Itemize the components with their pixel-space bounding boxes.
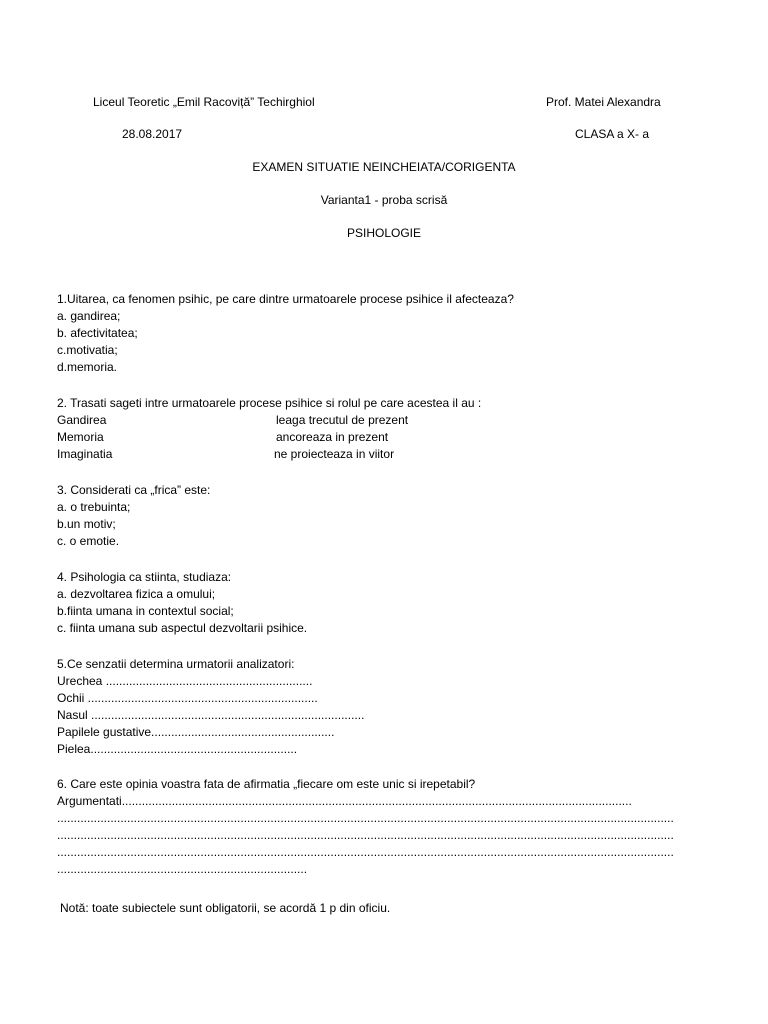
class-label: CLASA a X- a [575, 127, 650, 141]
answer-line: ......................................................................................................................................................................................... [57, 845, 674, 859]
question-3 [57, 482, 707, 550]
question-3-option-a: a. o trebuinta; [57, 500, 131, 514]
question-6-text: 6. Care este opinia voastra fata de afirmatia „fiecare om este unic si irepetabil? [57, 777, 476, 791]
exam-title: EXAMEN SITUATIE NEINCHEIATA/CORIGENTA [252, 160, 516, 174]
question-1-option-a: a. gandirea; [57, 309, 121, 323]
analyzer-nose-line: Nasul .................................................................................. [57, 708, 365, 722]
answer-line: Argumentati......................................................................................................................................................... [57, 794, 632, 808]
question-4-option-b: b.fiinta umana in contextul social; [57, 604, 234, 618]
question-2 [57, 395, 707, 463]
role-label: ancoreaza in prezent [276, 430, 389, 444]
question-3-option-b: b.un motiv; [57, 517, 116, 531]
question-1 [57, 291, 707, 376]
question-4-option-a: a. dezvoltarea fizica a omului; [57, 587, 216, 601]
question-2-row [57, 429, 707, 446]
question-1-option-b: b. afectivitatea; [57, 326, 138, 340]
analyzer-ear-line: Urechea .............................................................. [57, 674, 313, 688]
question-4-text: 4. Psihologia ca stiinta, studiaza: [57, 570, 232, 584]
question-1-option-d: d.memoria. [57, 360, 118, 374]
process-label: Imaginatia [57, 447, 113, 461]
answer-line: ......................................................................................................................................................................................... [57, 811, 674, 825]
question-1-text: 1.Uitarea, ca fenomen psihic, pe care dintre urmatoarele procese psihice il afecteaza? [57, 292, 514, 306]
answer-line: ........................................................................... [57, 862, 308, 876]
analyzer-skin-line: Pielea.............................................................. [57, 742, 298, 756]
question-3-text: 3. Considerati ca „frica” este: [57, 483, 211, 497]
question-2-text: 2. Trasati sageti intre urmatoarele procese psihice si rolul pe care acestea il au : [57, 396, 482, 410]
question-1-option-c: c.motivatia; [57, 343, 118, 357]
analyzer-taste-line: Papilele gustative....................................................... [57, 725, 335, 739]
answer-line: ......................................................................................................................................................................................... [57, 828, 674, 842]
teacher-name: Prof. Matei Alexandra [546, 95, 661, 109]
question-4-option-c: c. fiinta umana sub aspectul dezvoltarii psihice. [57, 621, 308, 635]
role-label: leaga trecutul de prezent [276, 413, 409, 427]
analyzer-eyes-line: Ochii ..................................................................... [57, 691, 318, 705]
question-5-text: 5.Ce senzatii determina urmatorii analizatori: [57, 657, 295, 671]
role-label: ne proiecteaza in viitor [274, 447, 395, 461]
question-6 [57, 776, 707, 878]
subject-title: PSIHOLOGIE [346, 226, 422, 240]
question-2-row [57, 446, 707, 463]
note-text: Notă: toate subiectele sunt obligatorii, se acordă 1 p din oficiu. [60, 901, 391, 915]
question-4 [57, 569, 707, 637]
question-3-option-c: c. o emotie. [57, 534, 120, 548]
school-name: Liceul Teoretic „Emil Racoviță” Techirghiol [93, 95, 315, 109]
variant-title: Varianta1 - proba scrisă [320, 193, 448, 207]
question-5 [57, 656, 707, 758]
question-2-row [57, 412, 707, 429]
process-label: Memoria [57, 430, 104, 444]
process-label: Gandirea [57, 413, 107, 427]
exam-date: 28.08.2017 [122, 127, 183, 141]
